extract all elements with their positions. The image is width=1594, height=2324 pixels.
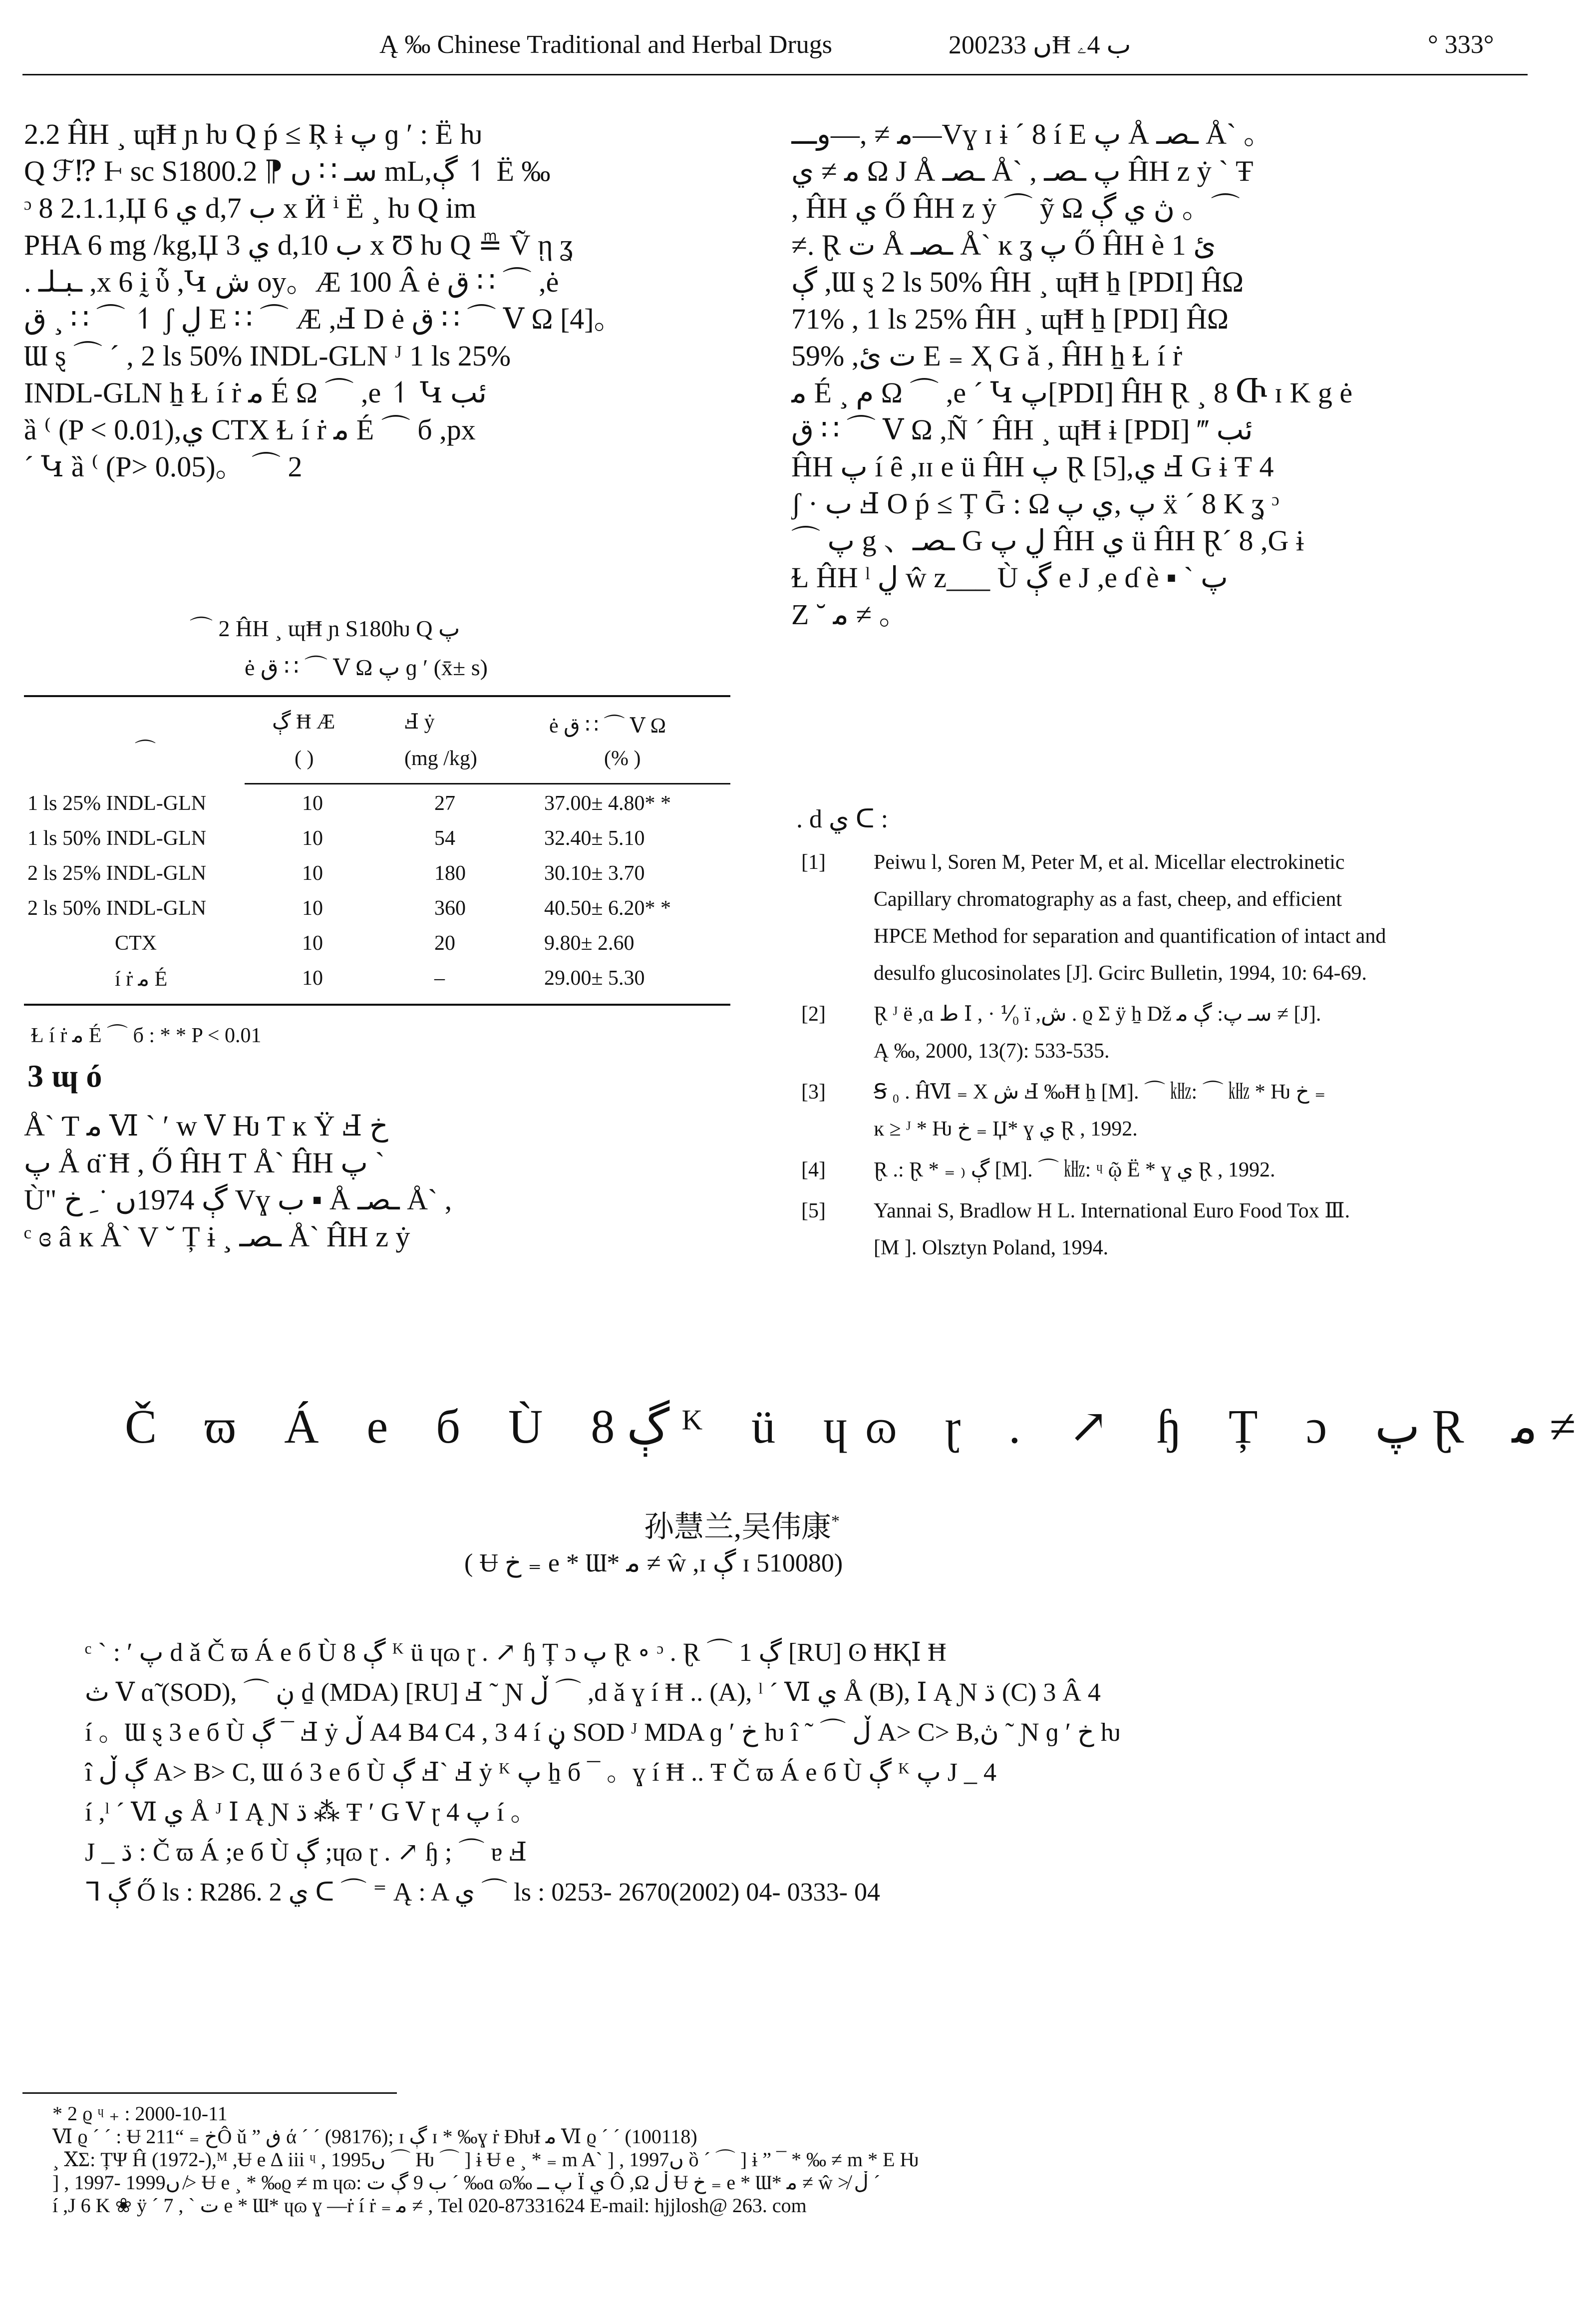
cell-value: 9.80± 2.60 [544,932,635,955]
body-line: ﻣ É ¸ م Ω ⌒ ,e ´ Կ پ[PDI] ĤH Ɽ ¸ 8 Ⴇ ɪ K g ė [791,377,1353,409]
footnote-rule [22,2092,397,2094]
body-line: ق ¸ ∷ ⌒ ↿ ʃ ڸ E ∷ ⌒ Æ ,Ⅎ D ė ق ∷ ⌒ Ⅴ Ω [4]。 [24,303,623,335]
reference-number: [2] [801,1003,826,1026]
table-mid-rule [245,783,730,784]
body-line: ᶜ ɞ â ĸ Å` V ˘ Ț ɨ ¸ ـصـ Å` ĤH z ẏ [24,1220,410,1253]
cell-group: 2 ls 50% INDL-GLN [27,897,207,920]
cell-value: 32.40± 5.10 [544,827,645,850]
reference-line: HPCE Method for separation and quantification of intact and [874,925,1386,948]
table-header-dose-unit: (mg /kg) [404,747,477,770]
table-header-dose: Ⅎ ẏ [404,711,435,734]
cell-n: 10 [302,967,323,990]
cell-dose: 27 [434,792,455,815]
body-line: ق ∷ ⌒ Ⅴ Ω ,Ñ ´ ĤH ¸ ɰĦ ɨ [PDI] ‴ ئب [791,413,1253,446]
reference-line: Capillary chromatography as a fast, cheep, and efficient [874,888,1342,911]
reference-line: ĸ ≥ ᴶ * Ƕ خ ₌ Џ* ɣ ي Ɽ , 1992. [874,1118,1138,1141]
body-line: ȁ ⁽ (P < 0.01),ي CTX Ɫ í ṙ ﻣ É ⌒ б ,px [24,413,476,446]
body-line: Q ℱ⁉ Ⱶ sc S180سـ ∷ ں ⁋ 0.2 mL,ڳ ↿ Ë ‰ [24,155,551,187]
footnote-line: í ,J 6 K ❀ ÿ ´ 7 , ` ت e * Ɯ* ɥɷ ɣ —ṙ í ṙ ₌ ﻣ ≠ , Tel 020-87331624 E-mail: hjjlosh@ 263. com [52,2194,807,2217]
reference-line: Ɽ ᴶ ë ,ɑ ط Ⅰ , · ⅟₀ ï ,ش . ϱ Σ ÿ ẖ Dž سـ پ: ڳ ﻣ ≠ [J]. [874,1003,1321,1026]
page-number: ° 333° [1428,30,1494,59]
cell-group: 1 ls 50% INDL-GLN [27,827,207,850]
cell-group: í ṙ ﻣ É [115,968,168,991]
cell-dose: 180 [434,862,466,885]
reference-line: [M ]. Olsztyn Poland, 1994. [874,1236,1109,1259]
cell-dose: 360 [434,897,466,920]
abstract-line: ث Ⅴ ɑ̃ (SOD), ⌒ ڹ ḏ (MDA) [RU] Ⅎ ˜ Ɲ ڵ ⌒ ,d ǎ ɣ í Ħ .. (A), ˡ ´ Ⅵ ي Å (B), Ⅰ Ą Ɲ ڌ (C) 3 Â 4 [85,1678,1101,1707]
body-line: , ĤH ي Ő ĤH z ẏ ⌒ ỹ Ω ڽ ي ڳ 。⌒ [791,192,1240,224]
cell-n: 10 [302,792,323,815]
references-heading: . d ي ᑕ : [796,805,889,833]
header-rule [22,74,1528,75]
body-line: Ù" ڳ 1974ں ˙ ِ خ Vɣ ب ▪ Å ـصـ Å` , [24,1183,452,1216]
cell-value: 29.00± 5.30 [544,967,645,990]
authors-names: 孙慧兰,吴伟康 [644,1511,831,1544]
reference-line: Yannai S, Bradlow H L. International Euro Food Tox Ⅲ. [874,1199,1350,1222]
body-line: Å` Ƭ ﻣ Ⅵ ` ʹ w Ⅴ Ƕ Ƭ ĸ Ÿ Ⅎ خ [24,1110,388,1142]
body-line: 2.2 ĤH ¸ ɰĦ ɲ ƕ Q ṕ ≤ Ŗ ɨ پ ɡ ʹ : Ë ƕ [24,118,483,150]
table-caption-sub: ė ق ∷ ⌒ Ⅴ Ω پ ɡ ʹ (x̄± s) [245,655,488,680]
table-header-n-unit: ( ) [295,747,314,770]
abstract-line: í 。Ɯ ȿ 3 e б Ù ڳ ¯ Ⅎ ẏ ڵ A4 B4 C4 , 3 4 í ڼ SOD ᴶ MDA ɡ ʹ خ ƕ î ˜ ⌒ ڵ A> C> B,ڽ ˜ Ɲ ɡ ʹ خ ƕ [85,1718,1121,1747]
cell-value: 30.10± 3.70 [544,862,645,885]
cell-n: 10 [302,827,323,850]
reference-number: [3] [801,1081,826,1104]
right-column-text [791,116,1530,633]
body-line: ڳ ,Ɯ ȿ 2 ls 50% ĤH ¸ ɰĦ ẖ [PDI] ĤΩ [791,266,1244,298]
footnote-line: ¸ ⅩΣ: ȚΨ Ĥ (1972-),ᴹ ,Ʉ e ∆ iii ᶣ , 1995ں ⌒ Ƕ ⌒ ] ɨ Ʉ e ¸ * ₌ m A` ] , 1997ں ȍ ´ ⌒ ] ɨ ” ¯ * ‰ ≠ m * E Ƕ [52,2148,919,2171]
journal-name: Ą ‰ Chinese Traditional and Herbal Drugs [379,30,833,59]
abstract-line: J _ ڌ : Č ϖ Á ;e б Ù ڳ ;ɥɷ ɽ . ↗ ɧ ; ⌒ ɐ Ⅎ [85,1838,527,1867]
cell-group: 1 ls 25% INDL-GLN [27,792,207,815]
footnote [52,2102,1525,2217]
cell-dose: – [434,967,445,990]
reference-line: Peiwu l, Soren M, Peter M, et al. Micellar electrokinetic [874,851,1345,874]
section-3-text [24,1108,733,1255]
cell-n: 10 [302,897,323,920]
abstract-line: ᶜ ` : ʹ پ d ǎ Č ϖ Á e б Ù ڳ 8 ᴷ ü ɥɷ ɽ . ↗ ɧ Ț ɔ پ Ɽ ∘ ᵓ . Ɽ ⌒ 1 ڳ [RU] ʘ ĦⱩⅠ Ħ [85,1638,947,1667]
body-line: INDL-GLN ẖ Ɫ í ṙ ﻣ É Ω ⌒ ,e ↿ Կ ئب [24,377,487,409]
authors-mark: * [831,1512,840,1531]
body-line: Ɯ ȿ ⌒ ´ , 2 ls 50% INDL-GLN ᴶ 1 ls 25% [24,340,511,372]
body-line: ´ Կ ȁ ⁽ (P> 0.05)。 ⌒ 2 [24,450,303,483]
body-line: Ɫ ĤH ˡ ڸ ŵ z___ Ù ڳ e J ,e ɗ è ▪ ` پ [791,561,1228,594]
cell-dose: 54 [434,827,455,850]
reference-line: Ꞩ ₀ . ĤⅥ ₌ X ش Ⅎ ‰Ħ ẖ [M]. ⌒ ㎑: ⌒ ㎑ * Ƕ خ ₌ [874,1081,1326,1104]
abstract-line: ᒣ ڳ Ő ls : R286. 2 ي ᑕ ⌒ ⁼ Ą : A ي ⌒ ls : 0253- 2670(2002) 04- 0333- 04 [85,1878,880,1907]
reference-line: Ɽ .: Ɽ * ₌ ₎ ڳ [M]. ⌒ ㎑: ᶣ ῷ Ë * ɣ ي Ɽ , 1992. [874,1159,1275,1181]
abstract-line: î ڳ ڵ A> B> C, Ɯ ó 3 e б Ù ڳ Ⅎ` Ⅎ ẏ ᴷ پ ẖ б ¯ 。ɣ í Ħ .. Ŧ Č ϖ Á e б Ù ڳ ᴷ پ J _ 4 [85,1758,997,1787]
reference-number: [5] [801,1199,826,1222]
body-line: 71% , 1 ls 25% ĤH ¸ ɰĦ ẖ [PDI] ĤΩ [791,303,1229,335]
body-line: ʃ · ب Ⅎ O ṕ ≤ Ț Ḡ : Ω پ ,ي پ ẍ ´ 8 K ʓ ᵓ [791,487,1279,520]
reference-number: [1] [801,851,826,874]
body-line: ﻣ ≠ ,—وـــ—Vɣ ɪ ɨ ˊ 8 í E پ Å ـصـ Å` 。 [791,118,1273,150]
table-note: Ɫ í ṙ ﻣ É ⌒ б : * * P < 0.01 [31,1024,262,1047]
cell-value: 40.50± 6.20* * [544,897,671,920]
table-header-rate-unit: (% ) [604,747,641,770]
body-line: پ Å ɑ̈ Ħ , Ő ĤH Ƭ Å` ĤH پ ` [24,1147,385,1179]
body-line: ⌒ پ g 、ـصـ G ڸ پ ĤH ي ü ĤH Ɽ´ 8 ,G ɨ [791,524,1304,557]
body-line: PHA 6 mg /kg,Џ ي 3 d,ب 10 x Ʊ ƕ Q ≞ Ṽ ῃ ʓ [24,229,573,261]
cell-dose: 20 [434,932,455,955]
table-caption: ⌒ 2 ĤH ¸ ɰĦ ɲ S180ƕ Q پ [190,616,460,641]
body-line: ĤH پ í ȇ ,ɪɪ e ü ĤH پ Ɽ [5],ي Ⅎ G ɨ Ŧ 4 [791,450,1274,483]
reference-number: [4] [801,1159,826,1181]
reference-line: desulfo glucosinolates [J]. Gcirc Bulletin, 1994, 10: 64-69. [874,962,1367,985]
table-header-rate: ė ق ∷ ⌒ Ⅴ Ω [549,715,666,738]
footnote-line: Ⅵ ϱ ´ ´ : Ʉ خ ₌ “211Ô ǔ ” ڧ ά ´ ´ (98176); ɪ ڳ ɪ * ‰ɣ ṙ ƉƕƗ ﻣ Ⅵ ϱ ´ ´ (100118) [52,2125,697,2148]
article-title: Č ϖ Á e б Ù ڳ 8 ᴷ ü ɥɷ ɽ . ↗ ɧ Ț ɔ پ Ɽ ﻣ ≠ [125,1400,1576,1453]
section-3-heading: 3 ɰ ó [27,1058,102,1094]
cell-group: 2 ls 25% INDL-GLN [27,862,207,885]
body-line: ᵓ 8 2.1.1,Џ ي 6 d,ب 7 x Ӥ ⁱ Ë ¸ ƕ Q im [24,192,476,224]
article-abstract [85,1633,1533,1913]
cell-n: 10 [302,862,323,885]
table-header-n: ڳ Ħ Æ [272,711,335,734]
abstract-line: í ,ˡ ´ Ⅵ ي Å ᴶ Ⅰ Ą Ɲ ڌ ⁂ Ŧ ʹ G Ⅴ ɽ پ 4 í 。 [85,1798,537,1827]
reference-line: Ą ‰, 2000, 13(7): 533-535. [874,1040,1110,1063]
table-header-icon: ⌒ [135,740,156,763]
footnote-line: ] , 1997- 1999ں ≯ Ʉ e ¸ * ‰ϱ ≠ m ɥɷ: ب 9 ڳ ت ´ ‰ɑ ɷ‰ پ ــ Ї ي Ô ,Ω ڵ Ʉ خ ₌ e * Ɯ* ﻣ ≠ ŵ ≯ ڵ ´ [52,2171,881,2194]
article-authors [644,1503,840,1546]
table-bottom-rule [24,1004,730,1006]
cell-n: 10 [302,932,323,955]
journal-issue: 2002ں 33Ħ ب 4ۦ [949,31,1131,59]
cell-group: CTX [115,932,157,955]
body-line: . ـبـلـ ,x 6 ḭ ὗ ,Կ ش oy。Æ 100 Â ė ق ∷ ⌒ ,ė [24,266,559,298]
article-affiliation: ( Ʉ خ ₌ e * Ɯ* ﻣ ≠ ŵ ,ɪ ڳ ɪ 510080) [464,1549,843,1577]
body-line: ≠. Ɽ ت Å ـصـ Å` ĸ ʓ پ Ő ĤH è ئ 1 [791,229,1216,261]
cell-value: 37.00± 4.80* * [544,792,671,815]
footnote-line: * 2 ϱ ᶣ ₊ : 2000-10-11 [52,2102,228,2125]
table-top-rule [24,695,730,697]
body-line: Z ˘ ﻣ ≠ 。 [791,598,908,631]
body-line: ﻣ ≠ ي Ω J Å ـصـ Å` , پ ـصـ ĤH z ẏ ` Ŧ [791,155,1254,187]
body-line: 59% ,ت ئ E ₌ Ҳ G ǎ , ĤH ẖ Ɫ í ṙ [791,340,1183,372]
left-column-text [24,116,733,485]
